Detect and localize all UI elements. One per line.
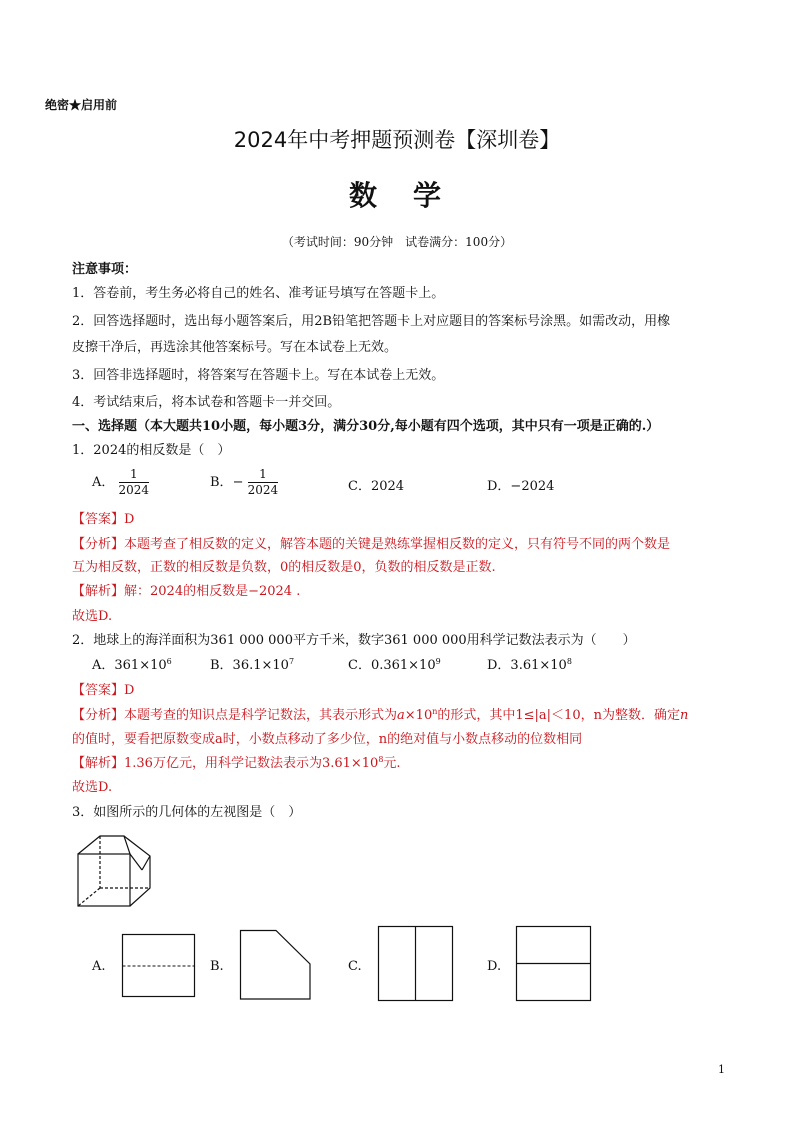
q2-analysis-text-2: 的形式，其中1≤|a|＜10，n为整数．确定 [437,708,680,723]
confidential-mark: 绝密★启用前 [45,98,118,112]
q1-option-b-denominator: 2024 [247,483,279,497]
notice-item-4: 4．考试结束后，将本试卷和答题卡一并交回。 [72,395,341,410]
q1-option-c: C．2024 [348,479,405,494]
q2-option-a-base: A．361×10 [92,658,167,673]
q2-solution [72,755,401,773]
notice-item-2-line-1: 2．回答选择题时，选出每小题答案后，用2B铅笔把答题卡上对应题目的答案标号涂黑。如需改动，用橡 [72,314,671,329]
q2-analysis-text: 【分析】本题考查的知识点是科学记数法，其表示形式为 [72,708,398,723]
q2-conclusion: 故选D. [72,780,113,795]
q2-option-b [210,657,294,675]
q2-analysis-var-n: n [679,708,689,723]
q2-option-d [487,657,572,675]
q2-solution-unit: 元. [383,756,401,771]
q2-solution-exponent: 8 [378,755,384,764]
q1-option-b-sign: − [232,475,244,490]
q3-option-b-label: B. [210,959,224,974]
q2-option-d-base: D．3.61×10 [487,658,567,673]
q1-conclusion: 故选D. [72,609,113,624]
q2-analysis-line-2: 的值时，要看把原数变成a时，小数点移动了多少位，n的绝对值与小数点移动的位数相同 [72,732,583,747]
q2-option-b-exponent: 7 [288,657,295,666]
q2-option-a [92,657,172,675]
q1-option-a-numerator: 1 [119,468,150,483]
q2-solution-text: 【解析】1.36万亿元，用科学记数法表示为3.61×10 [72,756,379,771]
q1-analysis-line-2: 互为相反数，正数的相反数是负数，0的相反数是0，负数的相反数是正数. [72,560,496,575]
q1-option-d: D．−2024 [487,479,555,494]
notice-item-2-line-2: 皮擦干净后，再选涂其他答案标号。写在本试卷上无效。 [72,340,398,355]
notice-heading: 注意事项： [72,262,138,277]
q1-stem: 1．2024的相反数是（ ） [72,443,231,458]
section-1-heading: 一、选择题（本大题共10小题，每小题3分，满分30分,每小题有四个选项，其中只有一项是正确的.） [72,419,660,434]
q2-option-b-base: B．36.1×10 [210,658,289,673]
q1-option-a-label: A． [92,475,115,490]
q2-option-d-exponent: 8 [566,657,572,666]
q1-option-a [92,468,149,497]
q1-analysis-line-1: 【分析】本题考查了相反数的定义，解答本题的关键是熟练掌握相反数的定义，只有符号不同的两个数是 [72,537,671,552]
q1-option-a-fraction [119,468,150,497]
notice-item-3: 3．回答非选择题时，将答案写在答题卡上。写在本试卷上无效。 [72,368,445,383]
q1-option-b-label: B． [210,475,233,490]
q2-answer: 【答案】D [72,683,135,698]
q3-option-c-label: C. [348,959,362,974]
page-number: 1 [718,1063,725,1076]
q3-option-a-label: A. [92,959,106,974]
q1-option-b-fraction [248,468,279,497]
q2-analysis-exponent: n [432,707,438,716]
q2-option-c [348,657,441,675]
q2-stem: 2．地球上的海洋面积为361 000 000平方千米，数字361 000 000用科学记数法表示为（ ） [72,633,636,648]
q3-option-b-figure [240,930,312,1000]
q3-solid-roof-edge [142,856,150,870]
q2-option-a-exponent: 6 [166,657,172,666]
q1-option-a-denominator: 2024 [118,483,150,497]
q3-solid-slant-edge [130,854,142,870]
q3-solid-hidden-diagonal [78,888,100,906]
q2-analysis-line-1 [72,707,688,725]
q2-option-c-base: C．0.361×10 [348,658,436,673]
q3-option-c-figure [378,926,454,1002]
q3-option-d-figure [516,926,592,1002]
q3-solid-front-face [78,854,130,906]
subject-title: 数 学 [348,179,445,212]
q3-solid-top-edges [78,836,130,854]
exam-info: （考试时间：90分钟 试卷满分：100分） [281,235,513,249]
page-title: 2024年中考押题预测卷【深圳卷】 [233,128,561,152]
q2-analysis-var-a: a [397,708,405,723]
q1-answer: 【答案】D [72,512,135,527]
q1-solution: 【解析】解：2024的相反数是−2024 . [72,584,301,599]
q3-option-d-label: D. [487,959,502,974]
notice-item-1: 1．答卷前，考生务必将自己的姓名、准考证号填写在答题卡上。 [72,286,445,301]
q3-option-a-figure [122,934,196,998]
q1-option-b-numerator: 1 [248,468,279,483]
q3-stem: 3．如图所示的几何体的左视图是（ ） [72,805,302,820]
q1-option-b [210,468,278,497]
q2-option-c-exponent: 9 [435,657,441,666]
q3-solid-figure [74,832,156,912]
q2-analysis-power: ×10 [404,708,433,723]
